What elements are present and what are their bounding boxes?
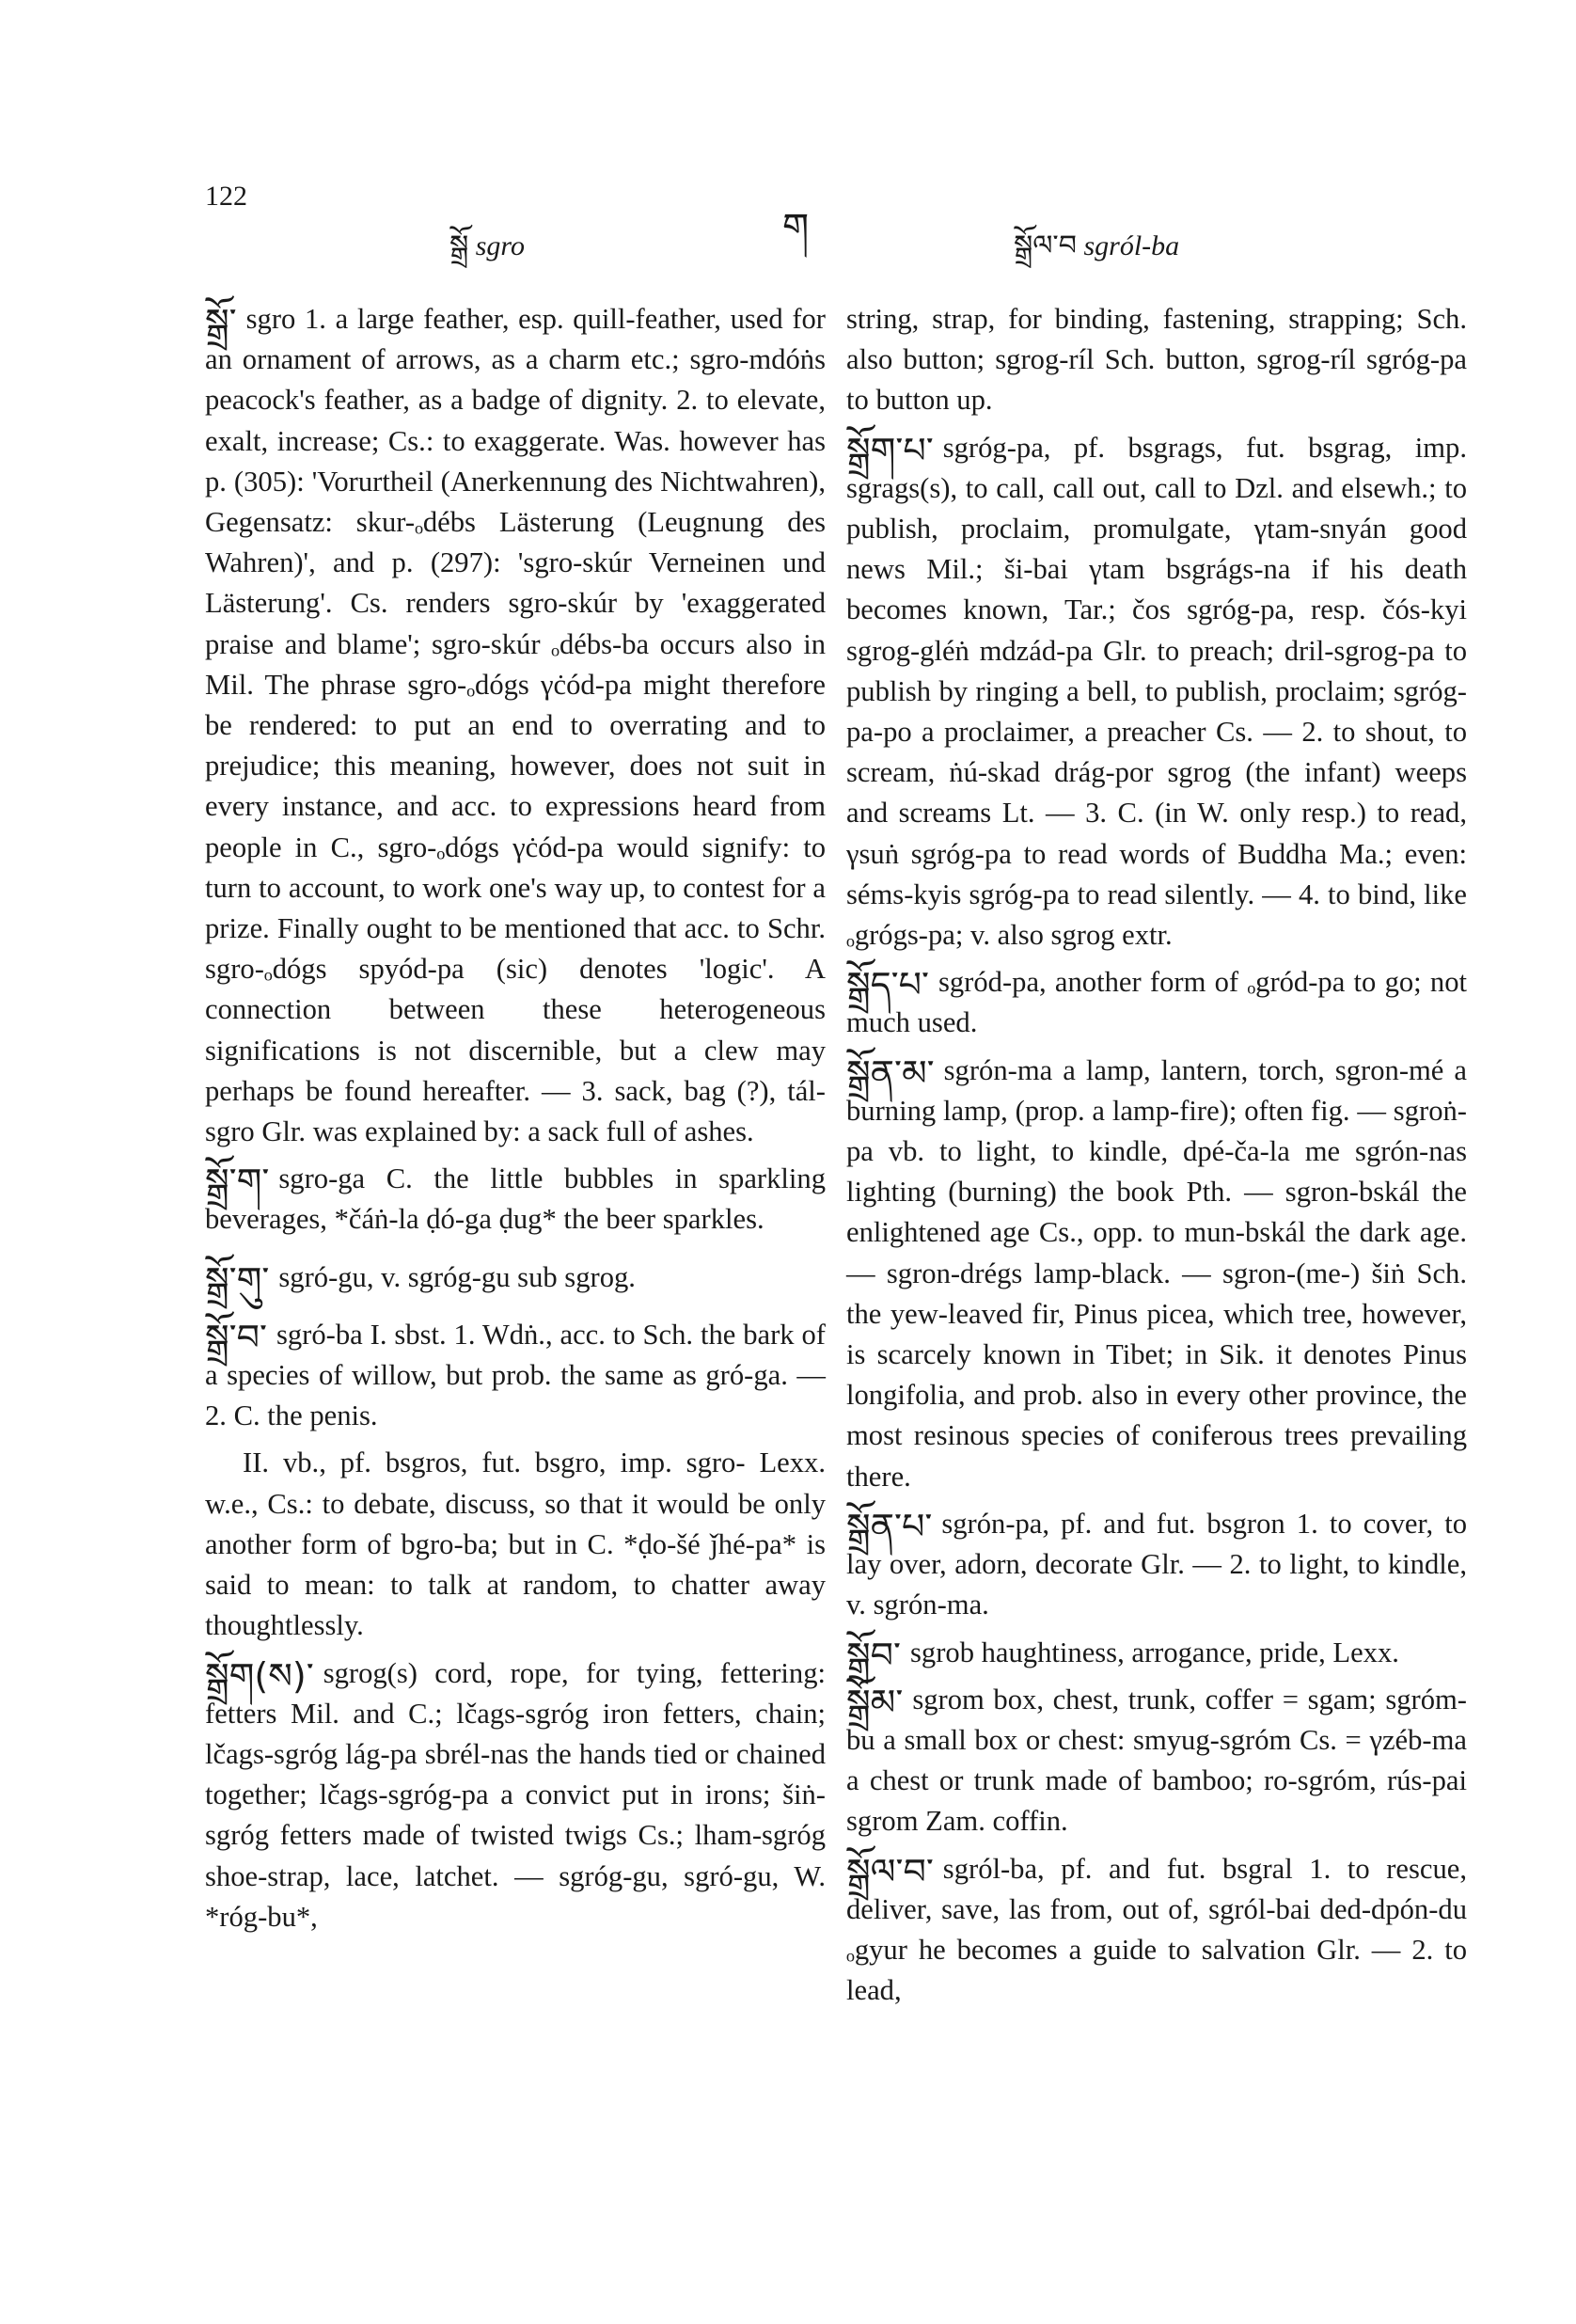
entry-text: sgro 1. a large feather, esp. quill-feather, used for an ornament of arrows, as a charm etc.; sgro-mdóṅs peacock's feather, as a badge of dignity. 2. to elevate, exalt, increase; Cs.: to exaggerate. Was. however has p. (305): 'Vorurtheil (Anerkennung des Nichtwahren), Gegensatz: skur-ₒdébs Lästerung (Leugnung des Wahren)', and p. (297): 'sgro-skúr Verneinen und Lästerung'. Cs. renders sgro-skúr by 'exaggerated praise and blame'; sgro-skúr ₒdébs-ba occurs also in Mil. The phrase sgro-ₒdógs γċód-pa might therefore be rendered: to put an end to overrating and to prejudice; this meaning, however, does not suit in every instance, and acc. to expressions heard from people in C., sgro-ₒdógs γċód-pa would signify: to turn to account, to work one's way up, to contest for a prize. Finally ought to be mentioned that acc. to Schr. sgro-ₒdógs spyód-pa (sic) denotes 'logic'. A connection between these heterogeneous significations is not discernible, but a clew may perhaps be found hereafter. — 3. sack, bag (?), tál-sgro Glr. was explained by: a sack full of ashes. (205, 303, 826, 1148)
headword-tibetan: སྒྲོ་ག་ (205, 1161, 270, 1203)
entry-sgron-ma (846, 1051, 1467, 1497)
entry-sgrol-ba (846, 1849, 1467, 2012)
running-head-center: ག (782, 206, 810, 249)
entry-text: II. vb., pf. bsgros, fut. bsgro, imp. sgro- Lexx. w.e., Cs.: to debate, discuss, so that it would be only another form of bgro-ba; but in C. *ḍo-šé ǰhé-pa* is said to mean: to talk at random, to chatter away thoughtlessly. (205, 1447, 826, 1642)
entry-sgro (205, 299, 826, 1152)
entry-text: sgrón-ma a lamp, lantern, torch, sgron-mé a burning lamp, (prop. a lamp-fire); often fig. — sgroṅ-pa vb. to light, to kindle, dpé-ča-la me sgrón-nas lighting (burning) the book Pth. — sgron-bskál the enlightened age Cs., opp. to mun-bskál the dark age. — sgron-drégs lamp-black. — sgron-(me-) šiṅ Sch. the yew-leaved fir, Pinus picea, which tree, however, is scarcely known in Tibet; in Sik. it denotes Pinus longifolia, and prob. also in every other province, the most resinous species of coniferous trees prevailing there. (846, 1053, 1467, 1493)
entry-sgrog (205, 1653, 826, 1937)
entry-text: sgrom box, chest, trunk, coffer = sgam; sgróm-bu a small box or chest: smyug-sgróm Cs. = γzéb-ma a chest or trunk made of bamboo; ro-sgróm, rús-pai sgrom Zam. coffin. (846, 1683, 1467, 1838)
headword-tibetan: སྒྲོ་བ་ (205, 1316, 267, 1358)
entry-sgrog-pa (846, 428, 1467, 956)
right-column (846, 299, 1467, 2017)
entry-text: sgro-ga C. the little bubbles in sparkling beverages, *čáṅ-la ḍó-ga ḍug* the beer sparkles. (205, 1162, 826, 1236)
entry-sgrod-pa (846, 962, 1467, 1043)
headword-tibetan: སྒྲོད་པ་ (846, 964, 929, 1006)
entry-sgro-ga (205, 1159, 826, 1240)
entry-sgro-ba-verb (205, 1443, 826, 1646)
headword-tibetan: སྒྲོལ་བ་ (846, 1850, 934, 1892)
headword-tibetan: སྒྲོ་ (205, 301, 237, 342)
running-head-left (449, 214, 525, 293)
entry-text: sgrob haughtiness, arrogance, pride, Lexx. (910, 1636, 1399, 1668)
headword-tibetan: སྒྲོམ་ (846, 1681, 904, 1723)
entry-sgrom (846, 1680, 1467, 1842)
running-head-left-word: sgro (475, 230, 525, 261)
headword-tibetan: སྒྲོན་པ་ (846, 1505, 933, 1547)
entry-text: sgról-ba, pf. and fut. bsgral 1. to rescue, deliver, save, las from, out of, sgról-bai ded-dpón-du ₒgyur he becomes a guide to salvation Glr. — 2. to lead, (846, 1852, 1467, 2007)
headword-tibetan: སྒྲོག(ས)་ (205, 1654, 314, 1697)
entry-text: sgrón-pa, pf. and fut. bsgron 1. to cover, to lay over, adorn, decorate Glr. — 2. to light, to kindle, v. sgrón-ma. (846, 1507, 1467, 1621)
entry-sgro-ba (205, 1315, 826, 1437)
entry-sgrob (846, 1633, 1467, 1676)
entry-sgrog-continued (846, 299, 1467, 421)
entry-text: sgró-ba I. sbst. 1. Wdṅ., acc. to Sch. the bark of a species of willow, but prob. the same as gró-ga. — 2. C. the penis. (205, 1318, 826, 1432)
running-head-right (1014, 214, 1179, 293)
headword-tibetan: སྒྲོན་མ་ (846, 1051, 935, 1094)
running-head-left-tibetan: སྒྲོ (449, 229, 469, 262)
entry-text: sgród-pa, another form of ₒgród-pa to go; not much used. (846, 966, 1467, 1039)
page-number: 122 (205, 181, 247, 212)
running-head-right-word: sgról-ba (1083, 230, 1180, 261)
entry-text: string, strap, for binding, fastening, strapping; Sch. also button; sgrog-ríl Sch. button, sgrog-ríl sgróg-pa to button up. (846, 303, 1467, 417)
running-head-right-tibetan: སྒྲོལ་བ (1014, 229, 1077, 262)
entry-sgro-gu (205, 1257, 826, 1301)
entry-text: sgróg-pa, pf. bsgrags, fut. bsgrag, imp. sgrags(s), to call, call out, call to Dzl. and elsewh.; to publish, proclaim, promulgate, γtam-snyán good news Mil.; ši-bai γtam bsgrágs-na if his death becomes known, Tar.; čos sgróg-pa, resp. čós-kyi sgrog-gléṅ mdzád-pa Glr. to preach; dril-sgrog-pa to publish by ringing a bell, to publish, proclaim; sgróg-pa-po a proclaimer, a preacher Cs. — 2. to shout, to scream, ṅú-skad drág-por sgrog (the infant) weeps and screams Lt. — 3. C. (in W. only resp.) to read, γsuṅ sgróg-pa to read words of Buddha Ma.; even: séms-kyis sgróg-pa to read silently. — 4. to bind, like ₒgrógs-pa; v. also sgrog extr. (846, 431, 1467, 952)
entry-text: sgrog(s) cord, rope, for tying, fettering: fetters Mil. and C.; lčags-sgróg iron fetters, chain; lčags-sgróg lág-pa sbrél-nas the hands tied or chained together; lčags-sgróg-pa a convict put in irons; šiṅ-sgróg fetters made of twisted twigs Cs.; lham-sgróg shoe-strap, lace, latchet. — sgróg-gu, sgró-gu, W. *róg-bu*, (205, 1656, 826, 1933)
headword-tibetan: སྒྲོ་གུ་ (205, 1258, 270, 1301)
left-column (205, 299, 826, 1944)
headword-tibetan: སྒྲོག་པ་ (846, 429, 934, 471)
entry-sgron-pa (846, 1504, 1467, 1626)
headword-tibetan: སྒྲོབ་ (846, 1634, 901, 1676)
entry-text: sgró-gu, v. sgróg-gu sub sgrog. (278, 1260, 636, 1293)
